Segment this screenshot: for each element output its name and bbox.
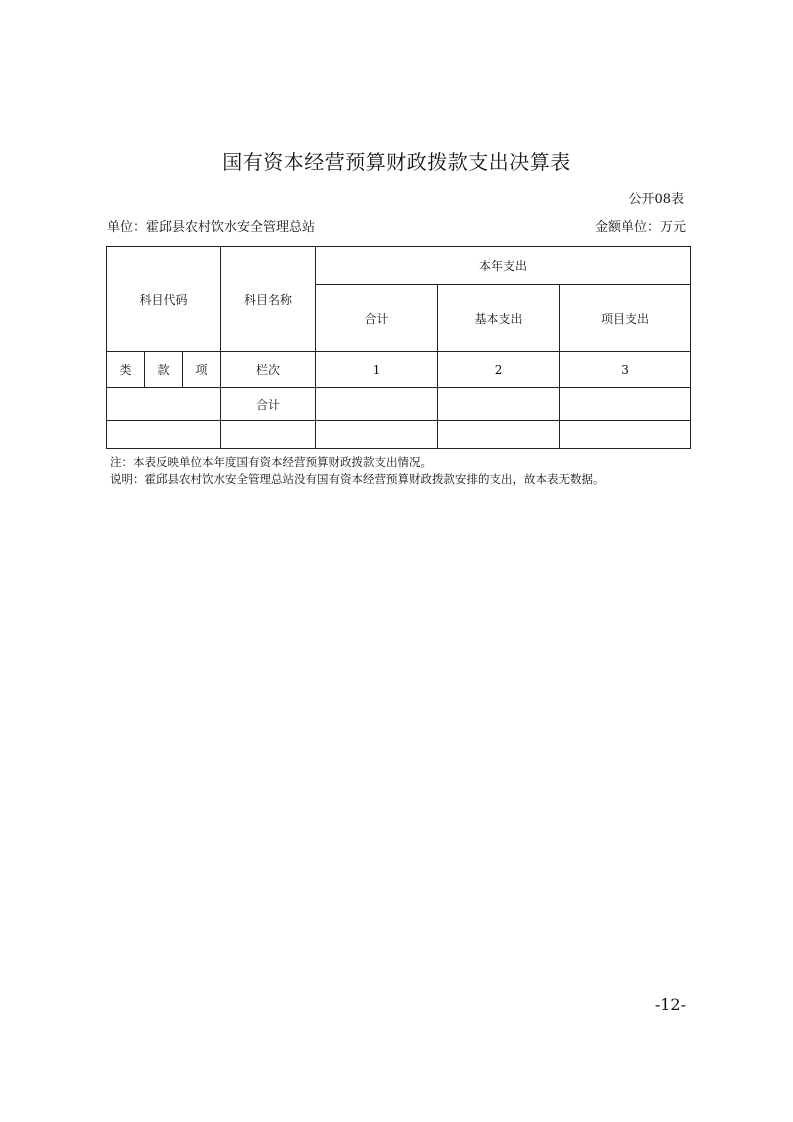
page-title: 国有资本经营预算财政拨款支出决算表 bbox=[222, 150, 571, 174]
organization-unit: 单位：霍邱县农村饮水安全管理总站 bbox=[107, 220, 316, 235]
form-number: 公开08表 bbox=[628, 192, 684, 207]
amount-unit: 金额单位：万元 bbox=[594, 220, 686, 235]
notes bbox=[110, 454, 605, 488]
header-row bbox=[107, 247, 691, 285]
column-label-cell: 栏次 bbox=[221, 352, 316, 388]
column-1-index: 1 bbox=[316, 352, 438, 388]
explanation-text: 说明：霍邱县农村饮水安全管理总站没有国有资本经营预算财政拨款安排的支出，故本表无数据。 bbox=[110, 472, 605, 486]
empty-row-project-cell bbox=[560, 421, 691, 449]
subject-name-header: 科目名称 bbox=[221, 247, 316, 352]
item-cell: 项 bbox=[183, 352, 221, 388]
category-cell: 类 bbox=[107, 352, 145, 388]
expenditure-table bbox=[106, 246, 691, 449]
total-header: 合计 bbox=[316, 285, 438, 352]
total-row-code-cell bbox=[107, 388, 221, 421]
total-row bbox=[107, 388, 691, 421]
total-row-basic-value bbox=[438, 388, 560, 421]
project-expenditure-header: 项目支出 bbox=[560, 285, 691, 352]
column-2-index: 2 bbox=[438, 352, 560, 388]
basic-expenditure-header: 基本支出 bbox=[438, 285, 560, 352]
total-row-total-value bbox=[316, 388, 438, 421]
page-number: -12- bbox=[654, 995, 686, 1014]
empty-row-total-cell bbox=[316, 421, 438, 449]
empty-row-name-cell bbox=[221, 421, 316, 449]
note-text: 注：本表反映单位本年度国有资本经营预算财政拨款支出情况。 bbox=[110, 455, 432, 469]
current-year-expenditure-header: 本年支出 bbox=[316, 247, 691, 285]
empty-row-basic-cell bbox=[438, 421, 560, 449]
total-row-label: 合计 bbox=[221, 388, 316, 421]
empty-row bbox=[107, 421, 691, 449]
unit-line bbox=[107, 218, 686, 238]
column-3-index: 3 bbox=[560, 352, 691, 388]
subject-code-header: 科目代码 bbox=[107, 247, 221, 352]
section-cell: 款 bbox=[145, 352, 183, 388]
total-row-project-value bbox=[560, 388, 691, 421]
empty-row-code-cell bbox=[107, 421, 221, 449]
index-row bbox=[107, 352, 691, 388]
